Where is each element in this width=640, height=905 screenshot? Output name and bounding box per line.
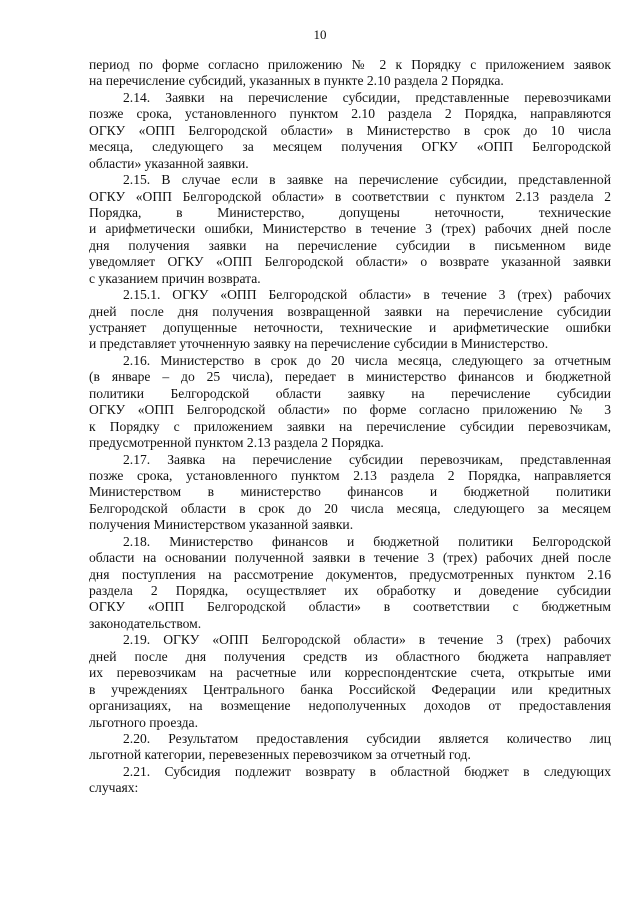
text-line: организациях, на возмещение недополученных доходов от предоставления [89, 698, 611, 714]
text-line: 2.14. Заявки на перечисление субсидии, представленные перевозчиками [123, 89, 611, 105]
paragraph-p-2-15-1 [89, 287, 611, 353]
text-line: уведомляет ОГКУ «ОПП Белгородской области» о возврате указанной заявки [89, 254, 611, 270]
text-line: Белгородской области в срок до 20 числа месяца, следующего за месяцем [89, 500, 611, 516]
page-number: 10 [313, 27, 327, 42]
text-line: льготного проезда. [89, 714, 198, 730]
text-line: ОГКУ «ОПП Белгородской области» по форме согласно приложению № 3 [89, 402, 611, 418]
text-line: политики Белгородской области заявку на перечисление субсидии [89, 385, 611, 401]
text-line: 2.21. Субсидия подлежит возврату в областной бюджет в следующих [123, 763, 611, 779]
text-line: к Порядку с приложением заявки на перечисление субсидии перевозчикам, [89, 418, 611, 434]
paragraph-p-2-21 [89, 764, 611, 797]
text-line: льготной категории, перевезенных перевозчиком за отчетный год. [89, 747, 471, 763]
text-line: ОГКУ «ОПП Белгородской области» в Министерство в срок до 10 числа [89, 122, 611, 138]
text-line: 2.15. В случае если в заявке на перечисление субсидии, представленной [123, 172, 611, 188]
paragraph-p-2-17 [89, 452, 611, 534]
text-line: период по форме согласно приложению № 2 к Порядку с приложением заявок [89, 57, 611, 72]
text-line: Министерством в министерство финансов и бюджетной политики [89, 484, 611, 500]
text-line: дней после дня получения возвращенной заявки на перечисление субсидии [89, 303, 611, 319]
text-line: позже срока, установленного пунктом 2.10 раздела 2 Порядка, направляются [89, 106, 611, 122]
paragraph-p-2-19 [89, 632, 611, 731]
text-line: раздела 2 Порядка, осуществляет их обработку и доведение субсидии [89, 583, 611, 598]
text-line: 2.16. Министерство в срок до 20 числа месяца, следующего за отчетным [123, 352, 611, 368]
text-line: на перечисление субсидий, указанных в пункте 2.10 раздела 2 Порядка. [89, 73, 504, 89]
text-line: их перевозчикам на расчетные или корреспондентские счета, открытые ими [89, 665, 611, 681]
text-line: 2.18. Министерство финансов и бюджетной политики Белгородской [123, 533, 611, 549]
text-line: области» указанной заявки. [89, 155, 249, 171]
text-line: позже срока, установленного пунктом 2.13 раздела 2 Порядка, направляется [89, 467, 611, 483]
text-line: 2.15.1. ОГКУ «ОПП Белгородской области» в течение 3 (трех) рабочих [123, 287, 611, 303]
text-line: 2.17. Заявка на перечисление субсидии перевозчикам, представленная [123, 451, 611, 467]
text-line: и арифметически ошибки, Министерство в течение 3 (трех) рабочих дней после [89, 221, 611, 237]
text-line: получения Министерством указанной заявки. [89, 517, 354, 533]
paragraph-p-2-13-cont [89, 57, 611, 90]
text-line: законодательством. [89, 615, 202, 631]
text-line: ОГКУ «ОПП Белгородской области» в соответствии с пунктом 2.13 раздела 2 [89, 188, 611, 204]
text-line: 2.19. ОГКУ «ОПП Белгородской области» в течение 3 (трех) рабочих [123, 632, 611, 648]
text-line: Порядка, в Министерство, допущены неточности, технические [89, 204, 611, 220]
text-line: ОГКУ «ОПП Белгородской области» в соответствии с бюджетным [89, 599, 611, 615]
text-line: дня получения заявки на перечисление субсидии в письменном виде [89, 237, 611, 253]
text-line: в учреждениях Центрального банка Российской Федерации или кредитных [89, 681, 611, 697]
text-line: области на основании полученной заявки в течение 3 (трех) рабочих дней после [89, 550, 611, 566]
text-line: предусмотренной пунктом 2.13 раздела 2 Порядка. [89, 435, 384, 451]
text-line: с указанием причин возврата. [89, 270, 261, 286]
text-line: и представляет уточненную заявку на перечисление субсидии в Министерство. [89, 336, 549, 352]
paragraph-p-2-15 [89, 172, 611, 287]
paragraph-p-2-14 [89, 90, 611, 172]
text-line: случаях: [89, 780, 139, 796]
text-line: (в январе – до 25 числа), передает в министерство финансов и бюджетной [89, 369, 611, 385]
paragraph-p-2-20 [89, 731, 611, 764]
text-line: месяца, следующего за месяцем получения ОГКУ «ОПП Белгородской [89, 139, 611, 155]
paragraph-p-2-18 [89, 534, 611, 633]
text-line: дня поступления на рассмотрение документов, предусмотренных пунктом 2.16 [89, 566, 611, 582]
text-line: 2.20. Результатом предоставления субсидии является количество лиц [123, 730, 611, 746]
text-line: дней после дня получения средств из областного бюджета направляет [89, 648, 611, 664]
document-body [89, 57, 611, 797]
paragraph-p-2-16 [89, 353, 611, 452]
text-line: устраняет допущенные неточности, технические и арифметические ошибки [89, 320, 611, 335]
